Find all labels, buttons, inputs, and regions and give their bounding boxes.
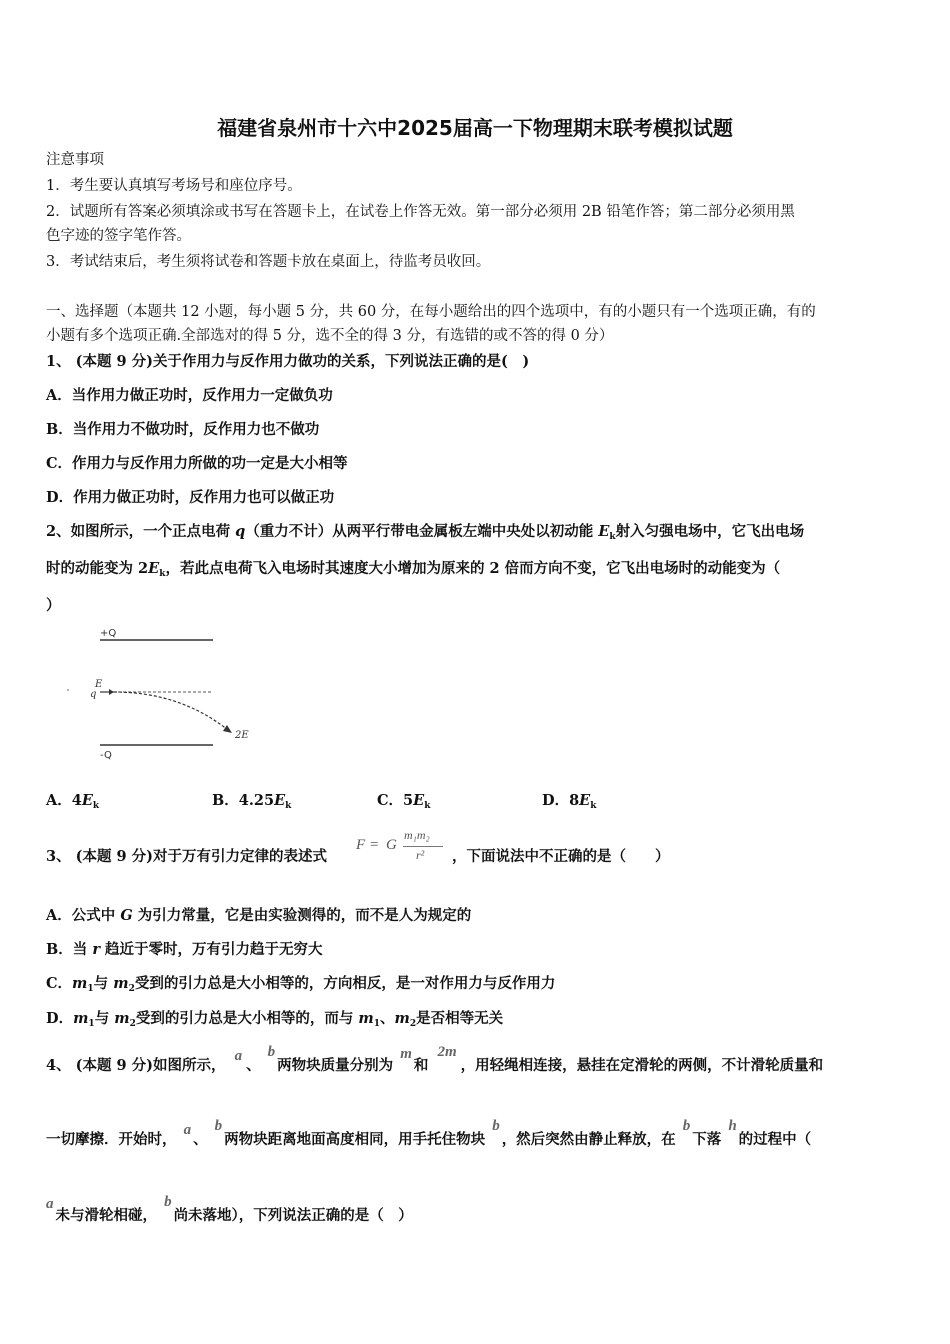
- q1-option-a: A．当作用力做正功时，反作用力一定做负功: [46, 387, 333, 404]
- q3-option-b: B．当 r 趋近于零时，万有引力趋于无穷大: [46, 941, 323, 958]
- q3-option-c: C．$m_1$与 $m_2$受到的引力总是大小相等的，方向相反，是一对作用力与反作用力: [46, 975, 556, 994]
- charge-label: q: [90, 689, 97, 700]
- q1-stem: 1、 (本题 9 分)关于作用力与反作用力做功的关系，下列说法正确的是( ): [46, 353, 530, 370]
- trajectory-curve: [114, 692, 228, 730]
- q1-option-d: D．作用力做正功时，反作用力也可以做正功: [46, 489, 335, 506]
- q2-option-b: B．$4.25E_k$: [212, 792, 292, 811]
- q2-stem-line1: 2、如图所示，一个正点电荷 q（重力不计）从两平行带电金属板左端中央处以初动能 $E_k$射入匀强电场中，它飞出电场: [46, 523, 805, 542]
- scan-dot: [67, 689, 69, 691]
- ek-label: E: [95, 679, 103, 690]
- notice-item-3: 3．考试结束后，考生须将试卷和答题卡放在桌面上，待监考员收回。: [46, 254, 491, 270]
- page-title: 福建省泉州市十六中2025届高一下物理期末联考模拟试题: [217, 116, 733, 140]
- notice-heading: 注意事项: [46, 152, 104, 168]
- entry-arrowhead-icon: [109, 689, 114, 695]
- exit-arrowhead-icon: [223, 725, 232, 733]
- section-instruction-1: 一、选择题（本题共 12 小题，每小题 5 分，共 60 分，在每小题给出的四个选项中，有的小题只有一个选项正确，有的: [46, 304, 816, 320]
- notice-item-1: 1．考生要认真填写考场号和座位序号。: [46, 178, 302, 194]
- q2-option-c: C．$5E_k$: [377, 792, 431, 811]
- q4-line3: a未与滑轮相碰， b尚未落地），下列说法正确的是（ ）: [46, 1194, 413, 1224]
- top-plate-label: +Q: [100, 628, 117, 639]
- q3-option-d: D．$m_1$与 $m_2$受到的引力总是大小相等的，而与 $m_1$、$m_2$是否相等无关: [46, 1010, 504, 1029]
- q3-stem-a: 3、 (本题 9 分)对于万有引力定律的表述式: [46, 848, 328, 865]
- q1-option-c: C．作用力与反作用力所做的功一定是大小相等: [46, 455, 348, 472]
- capacitor-figure: [60, 620, 280, 760]
- exit-energy-label: 2E: [235, 730, 249, 741]
- q2-stem-line3: ）: [46, 597, 61, 614]
- q2-stem-line2: 时的动能变为 $2E_k$，若此点电荷飞入电场时其速度大小增加为原来的 2 倍而方向不变，它飞出电场时的动能变为（: [46, 560, 781, 579]
- q3-option-a: A．公式中 G 为引力常量，它是由实验测得的，而不是人为规定的: [46, 907, 472, 924]
- bottom-plate-label: -Q: [100, 750, 112, 760]
- q1-option-b: B．当作用力不做功时，反作用力也不做功: [46, 421, 320, 438]
- q-symbol: q: [235, 523, 246, 540]
- section-instruction-2: 小题有多个选项正确.全部选对的得 5 分，选不全的得 3 分，有选错的或不答的得 0 分）: [46, 328, 614, 344]
- q4-line2: 一切摩擦．开始时， a、 b两物块距离地面高度相同，用手托住物块 b，然后突然由静止释放，在 b下落 h的过程中（: [46, 1118, 812, 1148]
- q3-stem-b: ，下面说法中不正确的是（ ）: [452, 848, 670, 865]
- notice-item-2: 2．试题所有答案必须填涂或书写在答题卡上，在试卷上作答无效。第一部分必须用 2B 铅笔作答；第二部分必须用黑: [46, 204, 795, 220]
- notice-item-2-cont: 色字迹的签字笔作答。: [46, 228, 191, 244]
- gravitation-formula: F = G m₁m₂ r²: [356, 830, 451, 870]
- q2-option-a: A．$4E_k$: [46, 792, 100, 811]
- q2-option-d: D．$8E_k$: [542, 792, 597, 811]
- q4-line1: 4、 (本题 9 分)如图所示， a、 b两物块质量分别为 m和 2m，用轻绳相连接，悬挂在定滑轮的两侧，不计滑轮质量和: [46, 1044, 824, 1074]
